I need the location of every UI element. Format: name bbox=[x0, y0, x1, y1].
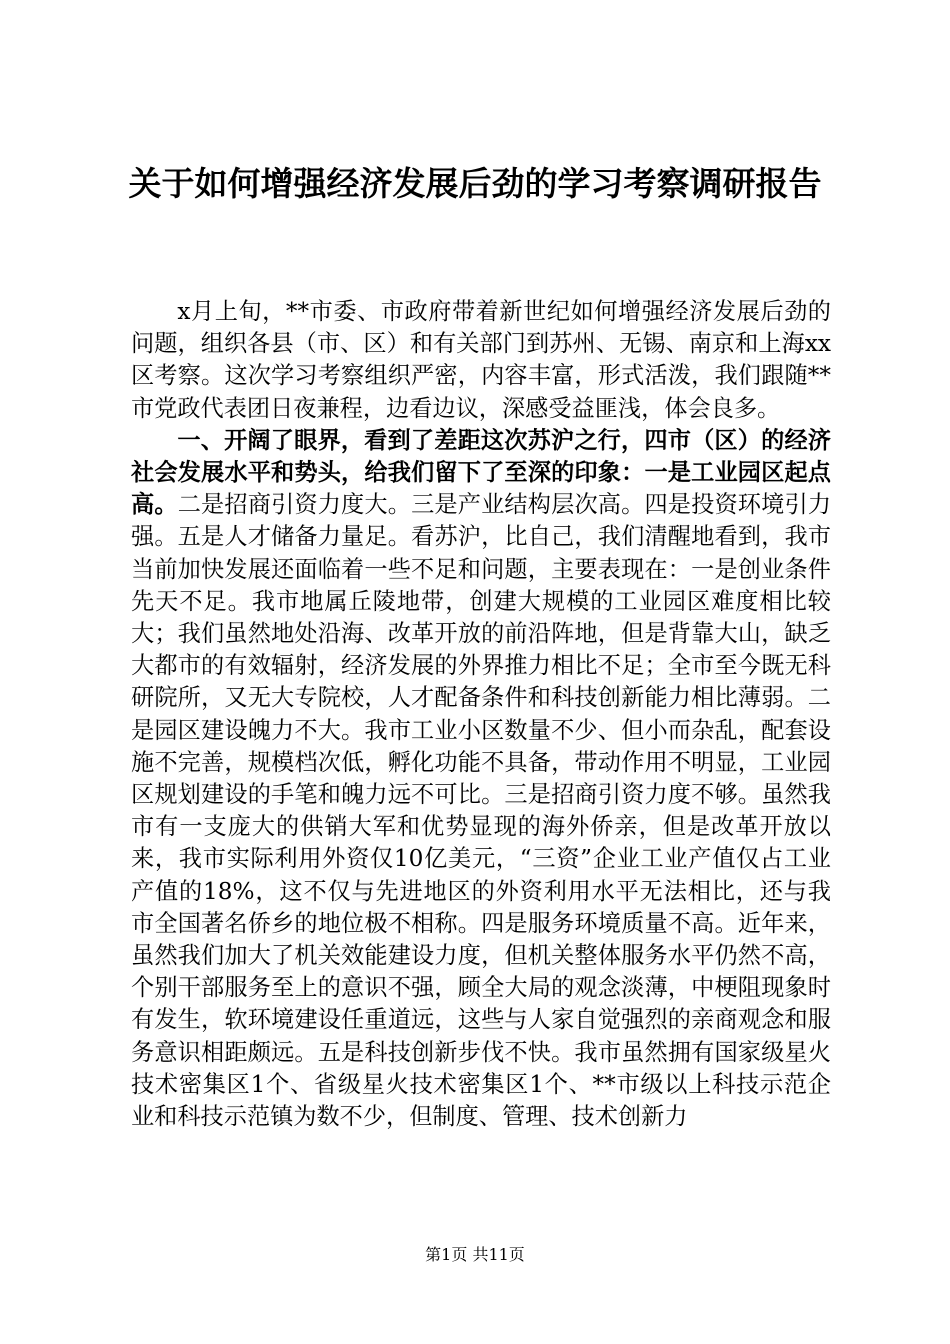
section-1-text: 二是招商引资力度大。三是产业结构层次高。四是投资环境引力强。五是人才储备力量足。看苏沪，比自己，我们清醒地看到，我市当前加快发展还面临着一些不足和问题，主要表现在：一是创业条件先天不足。我市地属丘陵地带，创建大规模的工业园区难度相比较大；我们虽然地处沿海、改革开放的前沿阵地，但是背靠大山，缺乏大都市的有效辐射，经济发展的外界推力相比不足；全市至今既无科研院所，又无大专院校，人才配备条件和科技创新能力相比薄弱。二是园区建设魄力不大。我市工业小区数量不少、但小而杂乱，配套设施不完善，规模档次低，孵化功能不具备，带动作用不明显，工业园区规划建设的手笔和魄力远不可比。三是招商引资力度不够。虽然我市有一支庞大的供销大军和优势显现的海外侨亲，但是改革开放以来，我市实际利用外资仅10亿美元，“三资”企业工业产值仅占工业产值的18%，这不仅与先进地区的外资利用水平无法相比，还与我市全国著名侨乡的地位极不相称。四是服务环境质量不高。近年来，虽然我们加大了机关效能建设力度，但机关整体服务水平仍然不高，个别干部服务至上的意识不强，顾全大局的观念淡薄，中梗阻现象时有发生，软环境建设任重道远，这些与人家自觉强烈的亲商观念和服务意识相距颇远。五是科技创新步伐不快。我市虽然拥有国家级星火技术密集区1个、省级星火技术密集区1个、**市级以上科技示范企业和科技示范镇为数不少，但制度、管理、技术创新力 bbox=[131, 491, 832, 1131]
document-body bbox=[131, 296, 831, 1133]
document-title: 关于如何增强经济发展后劲的学习考察调研报告 bbox=[128, 164, 822, 203]
page-number: 第1页 共11页 bbox=[425, 1245, 525, 1264]
section-1-heading: 一、开阔了眼界，看到了差距这次苏沪之行，四市（区）的经济社会发展水平和势头，给我们留下了至深的印象：一是工业园区起点高。 bbox=[131, 426, 831, 519]
paragraph-section-1 bbox=[131, 425, 831, 1133]
paragraph-intro-text: x月上旬，**市委、市政府带着新世纪如何增强经济发展后劲的问题，组织各县（市、区）和有关部门到苏州、无锡、南京和上海xx区考察。这次学习考察组织严密，内容丰富，形式活泼，我们跟随**市党政代表团日夜兼程，边看边议，深感受益匪浅，体会良多。 bbox=[131, 298, 831, 422]
paragraph-intro bbox=[131, 296, 831, 425]
